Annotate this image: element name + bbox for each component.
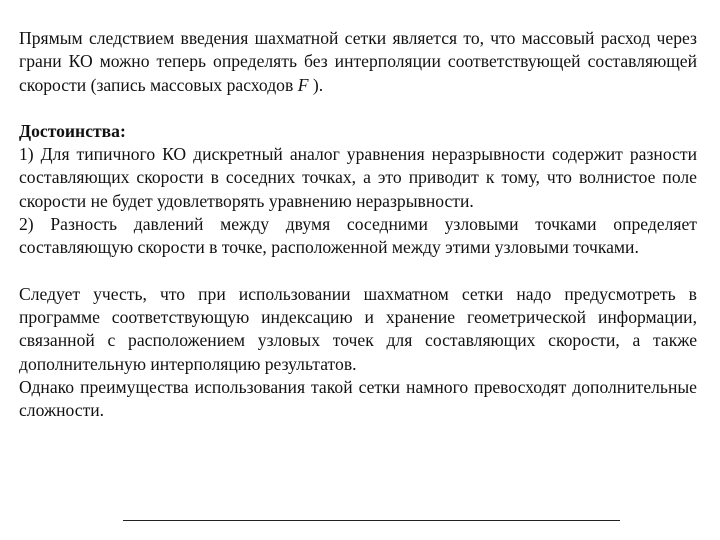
paragraph-gap xyxy=(19,260,697,283)
advantages-heading: Достоинства: xyxy=(19,120,126,141)
mass-flow-variable: F xyxy=(297,74,309,95)
notes-paragraph-1: Следует учесть, что при использовании шахматном сетки надо предусмотреть в программе соответствующую индексацию и хранение геометрической информации, связанной с расположением узловых точек для составляющих скорости, а также дополнительную интерполяцию результатов. xyxy=(19,283,697,374)
paragraph-gap xyxy=(19,97,697,120)
notes-paragraph-2: Однако преимущества использования такой сетки намного превосходят дополнительные сложности. xyxy=(19,376,697,421)
intro-paragraph xyxy=(19,27,697,97)
footnote-rule xyxy=(123,520,620,521)
intro-text: Прямым следствием введения шахматной сетки является то, что массовый расход через грани КО можно теперь определять без интерполяции соответствующей составляющей скорости (запись массовых расходов xyxy=(19,28,697,95)
advantage-item-1: 1) Для типичного КО дискретный аналог уравнения неразрывности содержит разности составляющих скорости в соседних точках, а это приводит к тому, что волнистое поле скорости не будет удовлетворять уравнению неразрывности. xyxy=(19,144,697,211)
advantage-item-2: 2) Разность давлений между двумя соседними узловыми точками определяет составляющую скорости в точке, расположенной между этими узловыми точками. xyxy=(19,214,697,258)
intro-text-end: ). xyxy=(308,74,324,95)
